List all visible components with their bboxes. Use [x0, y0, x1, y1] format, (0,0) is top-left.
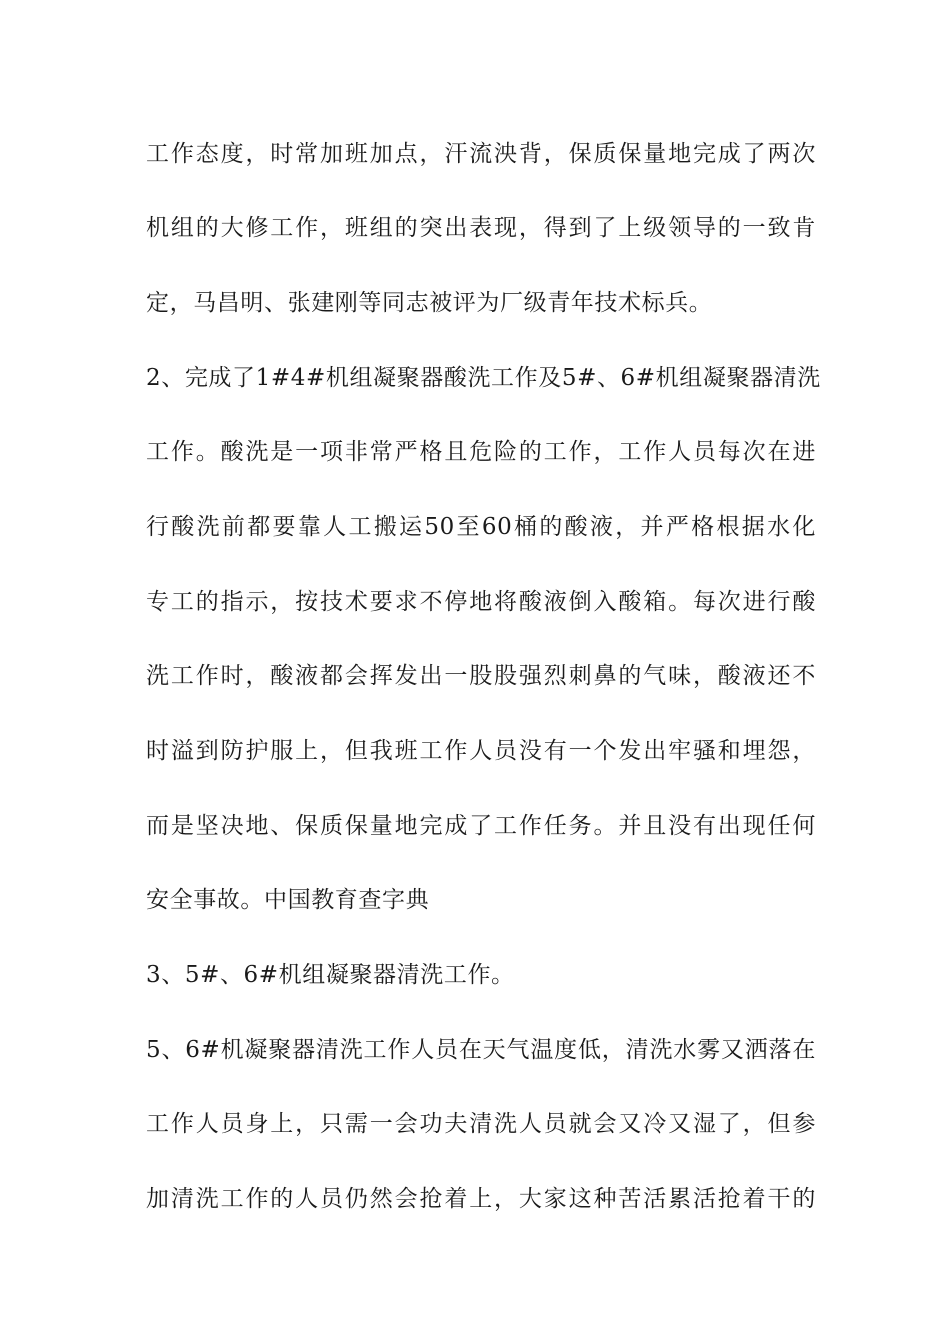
text-line: 2、完成了1#4#机组凝聚器酸洗工作及5#、6#机组凝聚器清洗: [146, 365, 821, 391]
text-line: 安全事故。中国教育查字典: [146, 887, 430, 913]
text-line: 专工的指示，按技术要求不停地将酸液倒入酸箱。每次进行酸: [146, 589, 816, 615]
text-line: 5、6#机凝聚器清洗工作人员在天气温度低，清洗水雾又洒落在: [146, 1037, 816, 1063]
text-line: 行酸洗前都要靠人工搬运50至60桶的酸液，并严格根据水化: [146, 514, 816, 540]
text-line: 机组的大修工作，班组的突出表现，得到了上级领导的一致肯: [146, 215, 816, 241]
text-line: 而是坚决地、保质保量地完成了工作任务。并且没有出现任何: [146, 813, 816, 839]
section-heading: 3、5#、6#机组凝聚器清洗工作。: [146, 962, 515, 988]
text-line: 工作人员身上，只需一会功夫清洗人员就会又冷又湿了，但参: [146, 1111, 816, 1137]
text-line: 时溢到防护服上，但我班工作人员没有一个发出牢骚和埋怨，: [146, 738, 816, 764]
text-line: 洗工作时，酸液都会挥发出一股股强烈刺鼻的气味，酸液还不: [146, 663, 816, 689]
text-line: 定，马昌明、张建刚等同志被评为厂级青年技术标兵。: [146, 290, 713, 316]
text-line: 加清洗工作的人员仍然会抢着上，大家这种苦活累活抢着干的: [146, 1186, 816, 1212]
text-line: 工作态度，时常加班加点，汗流泱背，保质保量地完成了两次: [146, 141, 816, 167]
text-line: 工作。酸洗是一项非常严格且危险的工作，工作人员每次在进: [146, 439, 816, 465]
